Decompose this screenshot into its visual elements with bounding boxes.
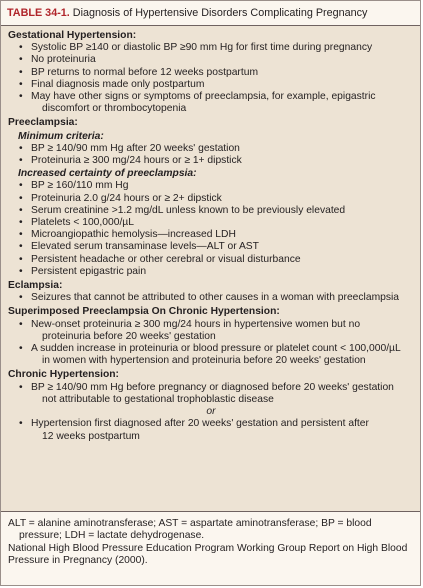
superimposed-preeclampsia-heading: Superimposed Preeclampsia On Chronic Hypertension: <box>8 306 280 318</box>
list-item: • A sudden increase in proteinuria or blood pressure or platelet count < 100,000/µL in women with hypertension and proteinuria before 20 weeks' gestation <box>8 343 414 367</box>
table-body <box>1 26 420 511</box>
increased-certainty-heading: Increased certainty of preeclampsia: <box>18 168 197 180</box>
table-title: Diagnosis of Hypertensive Disorders Complicating Pregnancy <box>69 7 368 19</box>
table-header <box>1 1 420 26</box>
gestational-hypertension-list <box>8 42 414 115</box>
superimposed-preeclampsia-list <box>8 319 414 368</box>
list-item: • Persistent epigastric pain <box>8 266 414 278</box>
eclampsia-list <box>8 292 414 304</box>
chronic-hypertension-heading: Chronic Hypertension: <box>8 369 119 381</box>
list-item: • New-onset proteinuria ≥ 300 mg/24 hours in hypertensive women but no proteinuria before 20 weeks' gestation <box>8 319 414 343</box>
preeclampsia-heading: Preeclampsia: <box>8 117 78 129</box>
list-item: • Seizures that cannot be attributed to other causes in a woman with preeclampsia <box>8 292 414 304</box>
chronic-hypertension-list-continued <box>8 418 414 442</box>
minimum-criteria-heading: Minimum criteria: <box>18 130 104 142</box>
list-item: • Platelets < 100,000/µL <box>8 217 414 229</box>
list-item: • BP ≥ 140/90 mm Hg before pregnancy or diagnosed before 20 weeks' gestation not attributable to gestational trophoblastic disease <box>8 382 414 406</box>
chronic-hypertension-list <box>8 382 414 406</box>
table-footnotes <box>1 511 420 568</box>
list-item: • BP ≥ 140/90 mm Hg after 20 weeks' gestation <box>8 143 414 155</box>
table-label: TABLE 34-1. <box>7 7 70 19</box>
gestational-hypertension-heading: Gestational Hypertension: <box>8 30 137 41</box>
eclampsia-heading: Eclampsia: <box>8 280 63 292</box>
list-item: • Proteinuria ≥ 300 mg/24 hours or ≥ 1+ dipstick <box>8 155 414 167</box>
minimum-criteria-list <box>8 143 414 167</box>
list-item: • Final diagnosis made only postpartum <box>8 79 414 91</box>
list-item: • Elevated serum transaminase levels—ALT or AST <box>8 241 414 253</box>
list-item: • Systolic BP ≥140 or diastolic BP ≥90 mm Hg for first time during pregnancy <box>8 42 414 54</box>
list-item: • BP returns to normal before 12 weeks postpartum <box>8 67 414 79</box>
list-item: • No proteinuria <box>8 54 414 66</box>
list-item: • Hypertension first diagnosed after 20 weeks' gestation and persistent after 12 weeks postpartum <box>8 418 414 442</box>
list-item: • Proteinuria 2.0 g/24 hours or ≥ 2+ dipstick <box>8 193 414 205</box>
list-item: • BP ≥ 160/110 mm Hg <box>8 180 414 192</box>
source-footnote: National High Blood Pressure Education Program Working Group Report on High Blood Pressure in Pregnancy (2000). <box>8 542 408 567</box>
list-item: • May have other signs or symptoms of preeclampsia, for example, epigastric discomfort or thrombocytopenia <box>8 91 414 115</box>
list-item: • Serum creatinine >1.2 mg/dL unless known to be previously elevated <box>8 205 414 217</box>
or-separator: or <box>206 406 216 418</box>
list-item: • Microangiopathic hemolysis—increased LDH <box>8 229 414 241</box>
list-item: • Persistent headache or other cerebral or visual disturbance <box>8 254 414 266</box>
increased-certainty-list <box>8 180 414 278</box>
abbreviations-footnote: ALT = alanine aminotransferase; AST = aspartate aminotransferase; BP = blood pressure; LDH = lactate dehydrogenase. <box>8 518 372 542</box>
